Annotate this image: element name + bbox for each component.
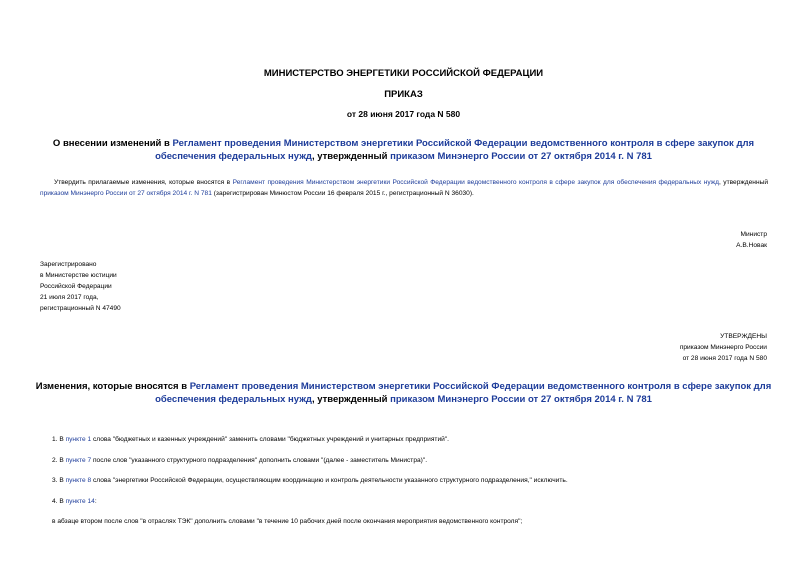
regulation-link[interactable]: Регламент проведения Министерством энергетики Российской Федерации ведомственного контроля в сфере закупок для обеспечения федеральных нужд xyxy=(155,138,755,162)
change-item-text: 1. В xyxy=(52,436,66,443)
intro-order-781-link[interactable]: приказом Минэнерго России от 27 октября 2014 г. N 781 xyxy=(40,190,212,197)
order-heading: ПРИКАЗ xyxy=(384,89,423,100)
registration-line: регистрационный N 47490 xyxy=(40,305,121,312)
registration-line: Российской Федерации xyxy=(40,283,112,290)
change-item-text: в абзаце втором после слов "в отраслях ТЭК" дополнить словами "в течение 10 рабочих дней после окончания мероприятия ведомственного контроля"; xyxy=(52,518,523,525)
change-item-text: 4. В xyxy=(52,498,66,505)
approval-block xyxy=(680,331,767,364)
change-item-text: слова "бюджетных и казенных учреждений" заменить словами "бюджетных учреждений и унитарных предприятий". xyxy=(91,436,449,443)
intro-text-1: Утвердить прилагаемые изменения, которые вносятся в xyxy=(54,179,233,186)
change-item-text: слова "энергетики Российской Федерации, осуществляющим координацию и контроль деятельности указанного структурного подразделения," исключить. xyxy=(91,477,568,484)
order-title-middle: , утвержденный xyxy=(311,151,391,162)
approval-line: приказом Минэнерго России xyxy=(679,344,767,351)
changes-title xyxy=(30,380,777,406)
ministry-heading: МИНИСТЕРСТВО ЭНЕРГЕТИКИ РОССИЙСКОЙ ФЕДЕРАЦИИ xyxy=(263,68,544,79)
signature-block xyxy=(736,229,767,251)
change-item-3 xyxy=(52,476,568,486)
approval-line: УТВЕРЖДЕНЫ xyxy=(720,333,767,340)
intro-paragraph xyxy=(40,177,768,199)
registration-line: в Министерстве юстиции xyxy=(40,272,117,279)
point-1-link[interactable]: пункте 1 xyxy=(65,436,92,443)
change-item-text: : xyxy=(94,498,97,505)
order-date-number: от 28 июня 2017 года N 580 xyxy=(346,109,461,119)
signature-name: А.В.Новак xyxy=(736,242,767,249)
change-item-4 xyxy=(52,497,97,507)
order-title-prefix: О внесении изменений в xyxy=(52,138,173,149)
intro-text-2: , утвержденный xyxy=(719,179,769,186)
registration-line: Зарегистрировано xyxy=(40,261,97,268)
point-7-link[interactable]: пункте 7 xyxy=(65,457,92,464)
change-item-5 xyxy=(52,517,522,527)
point-14-link[interactable]: пункте 14 xyxy=(65,498,95,505)
change-item-text: 2. В xyxy=(52,457,66,464)
changes-order-781-link[interactable]: приказом Минэнерго России от 27 октября 2014 г. N 781 xyxy=(390,394,652,405)
approval-line: от 28 июня 2017 года N 580 xyxy=(682,355,767,362)
registration-line: 21 июля 2017 года, xyxy=(40,294,99,301)
changes-title-middle: , утвержденный xyxy=(311,394,391,405)
change-item-text: 3. В xyxy=(52,477,66,484)
intro-text-3: (зарегистрирован Минюстом России 16 февраля 2015 г., регистрационный N 36030). xyxy=(211,190,474,197)
point-8-link[interactable]: пункте 8 xyxy=(65,477,92,484)
registration-block xyxy=(40,259,121,314)
changes-regulation-link[interactable]: Регламент проведения Министерством энергетики Российской Федерации ведомственного контроля в сфере закупок для обеспечения федеральных нужд xyxy=(155,381,772,405)
order-781-link[interactable]: приказом Минэнерго России от 27 октября 2014 г. N 781 xyxy=(390,151,652,162)
change-item-1 xyxy=(52,435,449,445)
signature-position: Министр xyxy=(740,231,767,238)
changes-title-prefix: Изменения, которые вносятся в xyxy=(35,381,190,392)
change-item-text: после слов "указанного структурного подразделения" дополнить словами "(далее - заместитель Министра)". xyxy=(91,457,428,464)
order-title xyxy=(30,137,777,163)
change-item-2 xyxy=(52,456,427,466)
intro-regulation-link[interactable]: Регламент проведения Министерством энергетики Российской Федерации ведомственного контроля в сфере закупок для обеспечения федеральных нужд xyxy=(232,179,720,186)
